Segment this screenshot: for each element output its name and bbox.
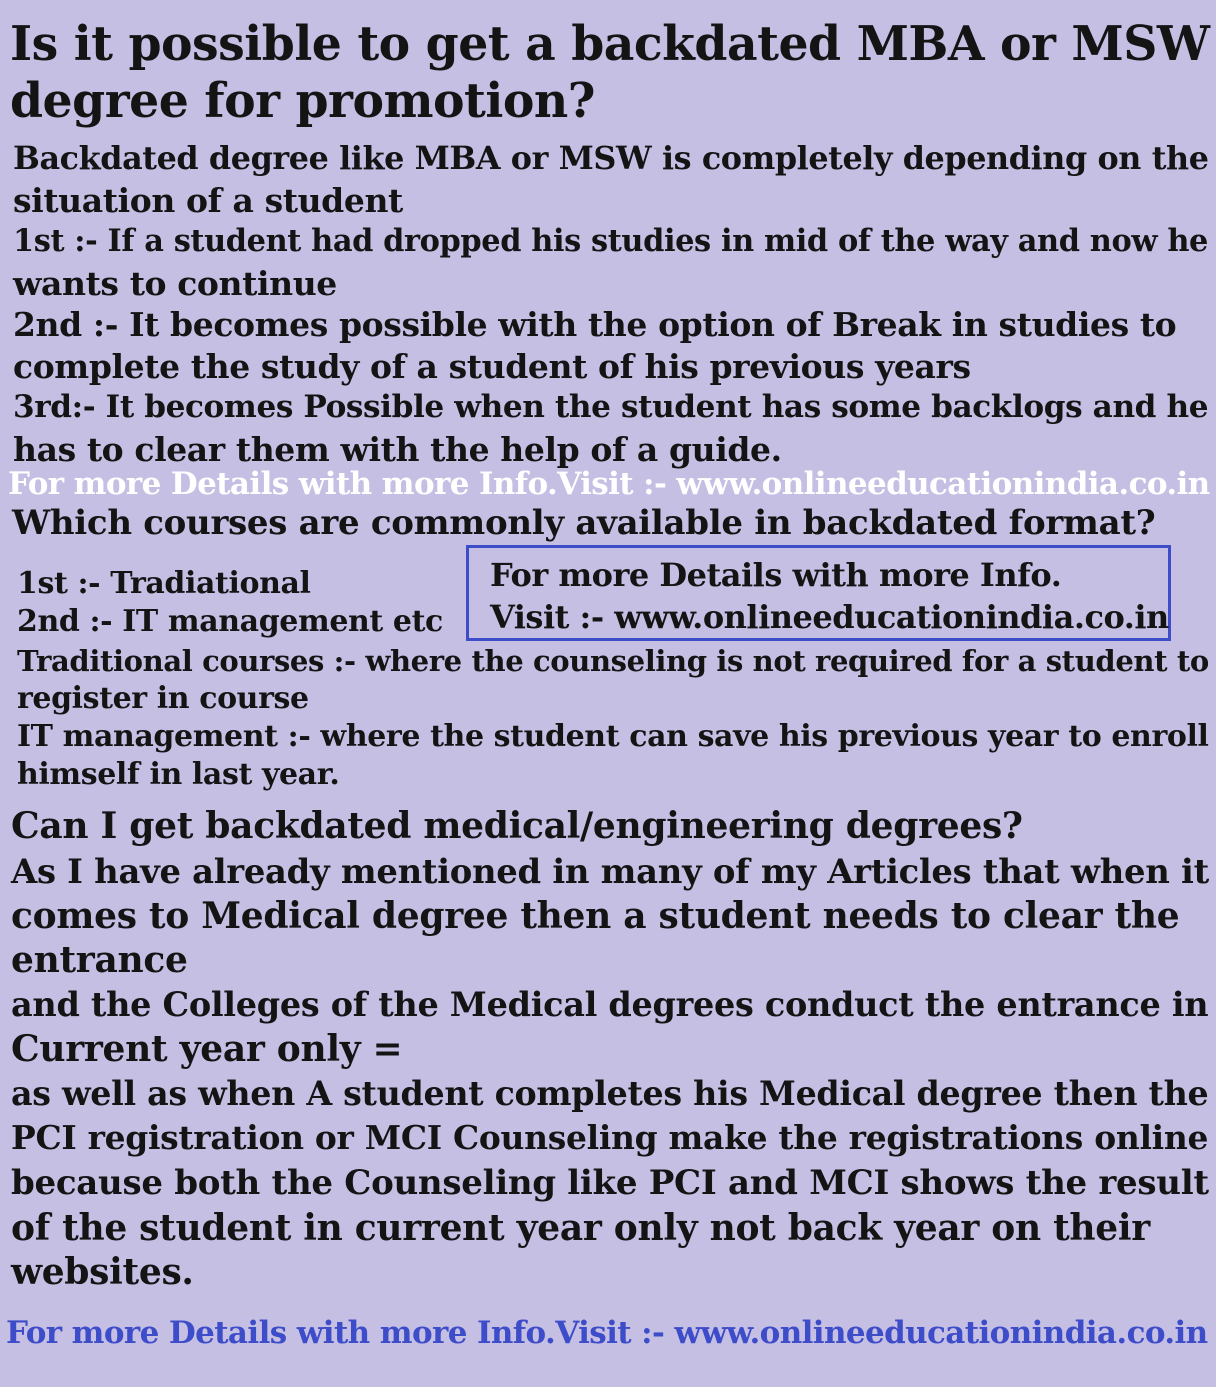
intro-line: 1st :- If a student had dropped his studies in mid of the way and now he [13,223,1208,259]
intro-line: Backdated degree like MBA or MSW is completely depending on the [13,140,1209,177]
intro-line: complete the study of a student of his previous years [13,347,971,386]
medical-line: comes to Medical degree then a student needs to clear the [11,895,1180,937]
website-link-blue[interactable]: For more Details with more Info.Visit :- www.onlineeducationindia.co.in [6,1315,1208,1351]
medical-heading: Can I get backdated medical/engineering degrees? [11,805,1023,847]
intro-line: has to clear them with the help of a guide. [13,430,782,469]
courses-heading: Which courses are commonly available in backdated format? [12,503,1156,543]
course-item: 2nd :- IT management etc [17,604,443,639]
website-link-white[interactable]: For more Details with more Info.Visit :- www.onlineeducationindia.co.in [8,466,1210,502]
medical-line: Current year only = [11,1028,403,1070]
course-detail: register in course [17,681,309,716]
medical-line: PCI registration or MCI Counseling make the registrations online [11,1118,1209,1157]
intro-line: wants to continue [13,264,337,303]
medical-line: entrance [11,939,188,981]
info-box-line-1: For more Details with more Info. [490,556,1062,594]
intro-line: 3rd:- It becomes Possible when the student has some backlogs and he [13,389,1209,425]
course-detail: Traditional courses :- where the counseling is not required for a student to [17,644,1209,678]
medical-line: and the Colleges of the Medical degrees conduct the entrance in [11,985,1209,1024]
medical-line: As I have already mentioned in many of my Articles that when it [11,851,1209,891]
info-box-link[interactable]: Visit :- www.onlineeducationindia.co.in [490,598,1169,636]
intro-line: situation of a student [13,181,403,220]
title-line-2: degree for promotion? [10,74,595,129]
title-line-1: Is it possible to get a backdated MBA or MSW [10,17,1210,72]
course-detail: himself in last year. [17,757,340,792]
medical-line: because both the Counseling like PCI and MCI shows the result [11,1163,1209,1203]
intro-line: 2nd :- It becomes possible with the option of Break in studies to [13,305,1177,344]
course-item: 1st :- Tradiational [17,566,311,601]
medical-line: as well as when A student completes his Medical degree then the [11,1074,1209,1113]
page-title [10,16,1210,130]
medical-line: websites. [11,1251,194,1293]
medical-line: of the student in current year only not back year on their [11,1207,1150,1249]
course-detail: IT management :- where the student can save his previous year to enroll [17,719,1209,754]
